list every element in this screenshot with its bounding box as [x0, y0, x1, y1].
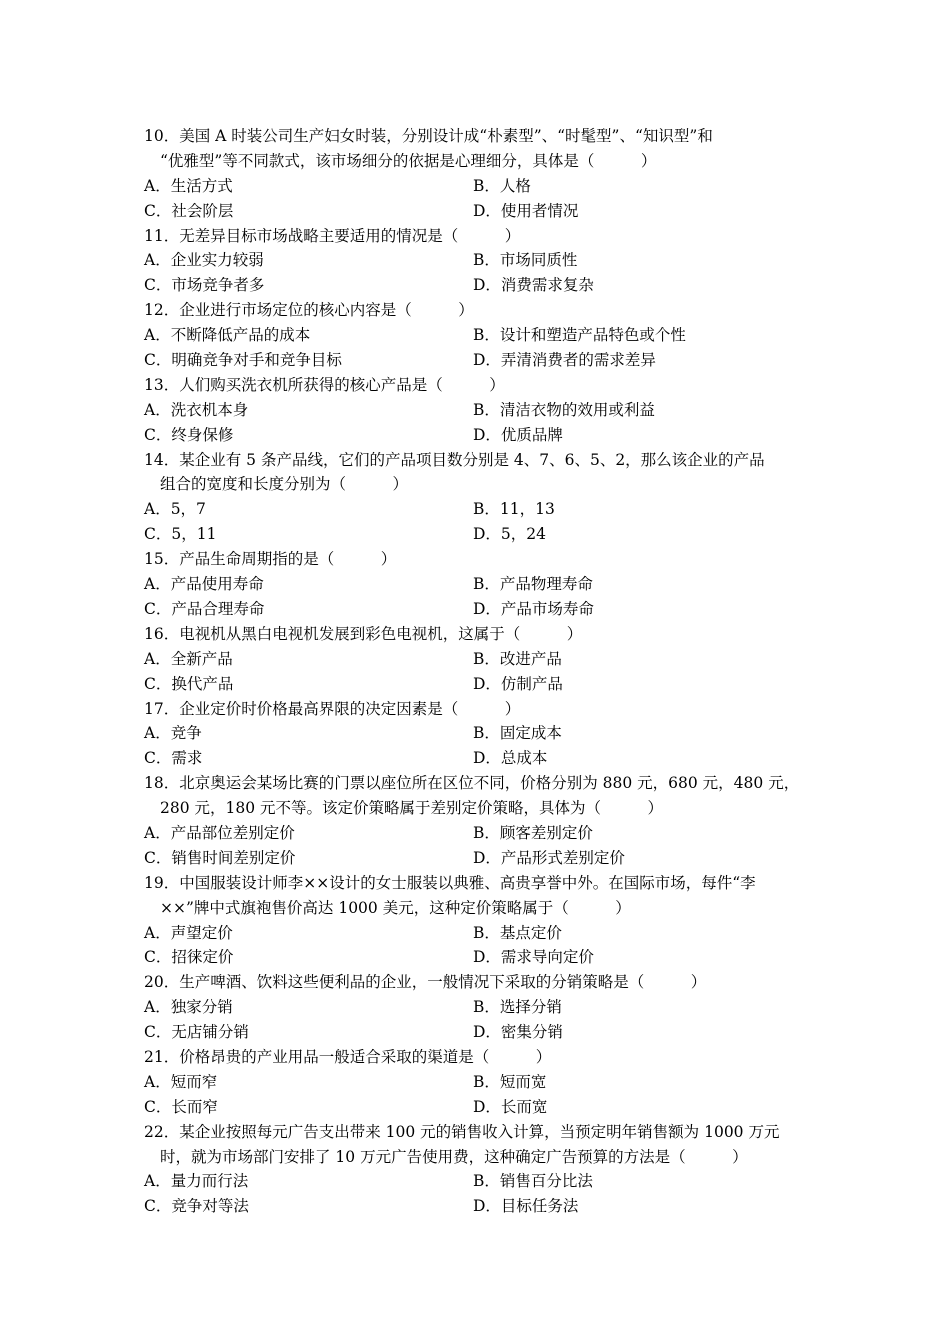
question-13: 13．人们购买洗衣机所获得的核心产品是（ ） [144, 375, 505, 394]
option-a: A．生活方式 [144, 176, 233, 195]
question-11: 11．无差异目标市场战略主要适用的情况是（ ） [144, 226, 521, 245]
option-b: B．基点定价 [473, 923, 562, 942]
option-row [144, 423, 824, 448]
option-c: C．5，11 [144, 525, 217, 544]
option-d: D．仿制产品 [473, 674, 563, 693]
option-row [144, 323, 824, 348]
option-c: C．需求 [144, 749, 203, 768]
option-row [144, 1095, 824, 1120]
option-c: C．明确竞争对手和竞争目标 [144, 351, 342, 370]
option-row [144, 348, 824, 373]
option-b: B．顾客差别定价 [473, 823, 593, 842]
option-a: A．声望定价 [144, 923, 233, 942]
option-b: B．固定成本 [473, 724, 562, 743]
option-row [144, 746, 824, 771]
option-row [144, 846, 824, 871]
option-b: B．销售百分比法 [473, 1172, 593, 1191]
option-d: D．产品市场寿命 [473, 599, 594, 618]
question-text-line-2: 时，就为市场部门安排了 10 万元广告使用费，这种确定广告预算的方法是（ ） [160, 1147, 748, 1166]
question-text-line-2: 280 元，180 元不等。该定价策略属于差别定价策略，具体为（ ） [160, 799, 664, 818]
question-10 [144, 124, 824, 174]
option-d: D．使用者情况 [473, 201, 579, 220]
question-text-line-1: 22．某企业按照每元广告支出带来 100 元的销售收入计算，当预定明年销售额为 1000 万元 [144, 1122, 780, 1141]
option-a: A．产品部位差别定价 [144, 823, 295, 842]
option-row [144, 522, 824, 547]
option-b: B．人格 [473, 176, 531, 195]
question-17: 17．企业定价时价格最高界限的决定因素是（ ） [144, 699, 521, 718]
option-c: C．竞争对等法 [144, 1197, 249, 1216]
option-d: D．总成本 [473, 749, 548, 768]
question-list [144, 124, 824, 1219]
question-text-line-2: 组合的宽度和长度分别为（ ） [160, 475, 409, 494]
option-a: A．量力而行法 [144, 1172, 249, 1191]
option-a: A．5，7 [144, 500, 206, 519]
option-row [144, 174, 824, 199]
option-c: C．换代产品 [144, 674, 234, 693]
question-text-line-2: ××”牌中式旗袍售价高达 1000 美元，这种定价策略属于（ ） [160, 898, 631, 917]
option-b: B．选择分销 [473, 998, 562, 1017]
question-text-line-2: “优雅型”等不同款式，该市场细分的依据是心理细分，具体是（ ） [160, 151, 657, 170]
question-text-line-1: 19．中国服装设计师李××设计的女士服装以典雅、高贵享誉中外。在国际市场，每件“李 [144, 873, 756, 892]
option-row [144, 821, 824, 846]
option-row [144, 1194, 824, 1219]
option-c: C．社会阶层 [144, 201, 234, 220]
question-18 [144, 771, 824, 821]
option-d: D．消费需求复杂 [473, 276, 594, 295]
question-text-line-1: 10．美国 A 时装公司生产妇女时装，分别设计成“朴素型”、“时髦型”、“知识型”和 [144, 127, 713, 145]
question-text-line-1: 18．北京奥运会某场比赛的门票以座位所在区位不同，价格分别为 880 元，680 元，480 元， [144, 774, 800, 793]
option-a: A．不断降低产品的成本 [144, 326, 311, 345]
option-b: B．设计和塑造产品特色或个性 [473, 326, 686, 345]
option-d: D．目标任务法 [473, 1197, 579, 1216]
question-20: 20．生产啤酒、饮料这些便利品的企业，一般情况下采取的分销策略是（ ） [144, 973, 707, 992]
option-row [144, 995, 824, 1020]
option-row [144, 1070, 824, 1095]
option-row [144, 398, 824, 423]
option-d: D．弄清消费者的需求差异 [473, 351, 656, 370]
question-12: 12．企业进行市场定位的核心内容是（ ） [144, 301, 474, 320]
option-a: A．独家分销 [144, 998, 233, 1017]
option-row [144, 647, 824, 672]
option-d: D．产品形式差别定价 [473, 848, 625, 867]
option-b: B．清洁衣物的效用或利益 [473, 400, 655, 419]
option-row [144, 921, 824, 946]
option-row [144, 248, 824, 273]
question-21: 21．价格昂贵的产业用品一般适合采取的渠道是（ ） [144, 1048, 552, 1067]
option-c: C．招徕定价 [144, 948, 234, 967]
option-a: A．洗衣机本身 [144, 400, 249, 419]
option-d: D．5，24 [473, 525, 547, 544]
option-c: C．无店铺分销 [144, 1023, 249, 1042]
option-d: D．需求导向定价 [473, 948, 594, 967]
option-row [144, 597, 824, 622]
option-d: D．密集分销 [473, 1023, 563, 1042]
question-15: 15．产品生命周期指的是（ ） [144, 550, 397, 569]
option-row [144, 572, 824, 597]
option-c: C．产品合理寿命 [144, 599, 265, 618]
option-row [144, 273, 824, 298]
option-d: D．优质品牌 [473, 425, 563, 444]
option-b: B．市场同质性 [473, 251, 578, 270]
option-row [144, 721, 824, 746]
option-row [144, 199, 824, 224]
option-c: C．销售时间差别定价 [144, 848, 296, 867]
option-a: A．产品使用寿命 [144, 575, 264, 594]
option-c: C．市场竞争者多 [144, 276, 265, 295]
option-b: B．11，13 [473, 500, 555, 519]
option-c: C．终身保修 [144, 425, 234, 444]
option-row [144, 1020, 824, 1045]
question-text-line-1: 14．某企业有 5 条产品线，它们的产品项目数分别是 4、7、6、5、2，那么该企业的产品 [144, 450, 765, 469]
option-b: B．产品物理寿命 [473, 575, 593, 594]
question-22 [144, 1120, 824, 1170]
option-d: D．长而宽 [473, 1097, 548, 1116]
option-c: C．长而窄 [144, 1097, 218, 1116]
option-row [144, 1169, 824, 1194]
option-a: A．竞争 [144, 724, 202, 743]
option-b: B．改进产品 [473, 649, 562, 668]
option-a: A．全新产品 [144, 649, 233, 668]
option-b: B．短而宽 [473, 1072, 547, 1091]
question-14 [144, 448, 824, 498]
option-a: A．短而窄 [144, 1072, 218, 1091]
option-row [144, 672, 824, 697]
option-row [144, 497, 824, 522]
question-16: 16．电视机从黑白电视机发展到彩色电视机，这属于（ ） [144, 624, 583, 643]
question-19 [144, 871, 824, 921]
option-row [144, 945, 824, 970]
option-a: A．企业实力较弱 [144, 251, 264, 270]
